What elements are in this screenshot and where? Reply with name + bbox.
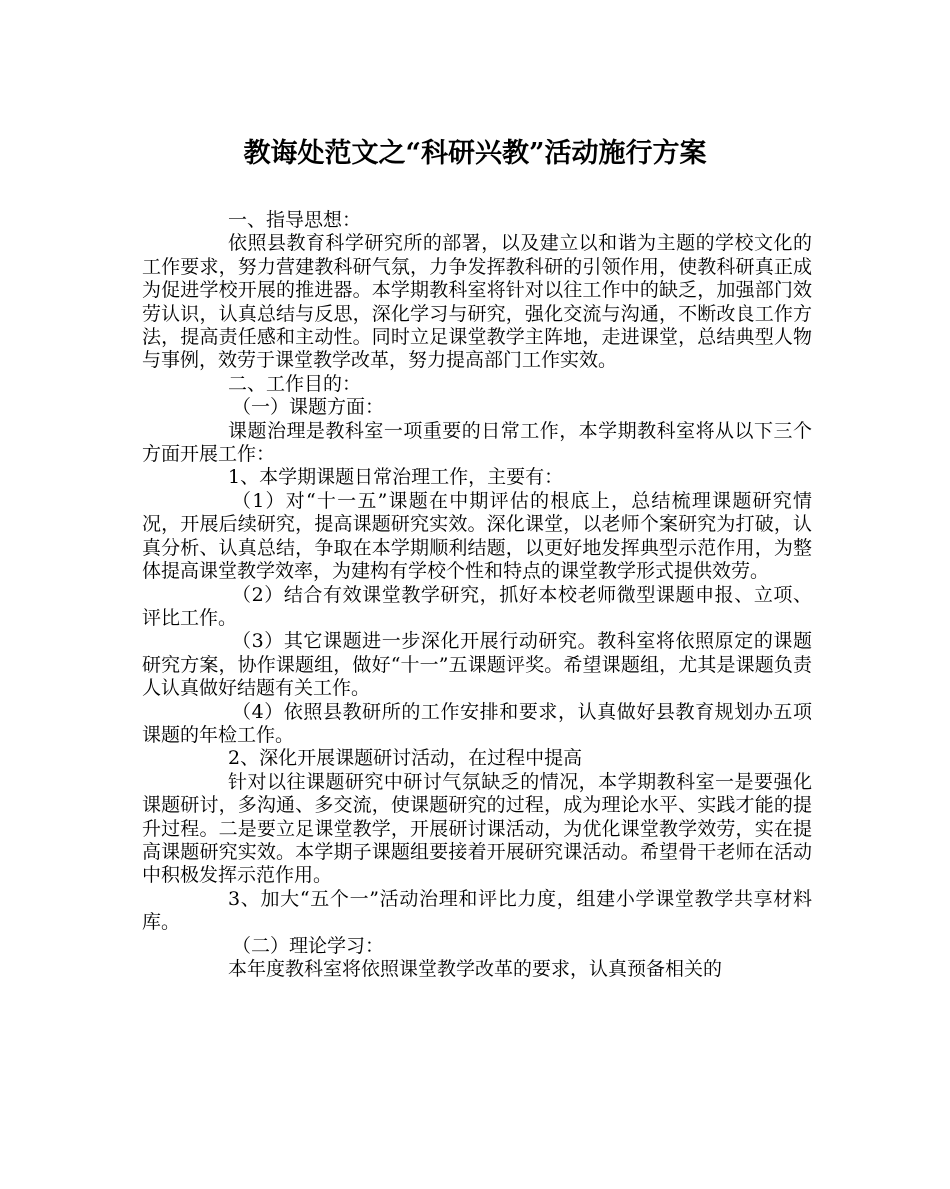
paragraph: 二、工作目的： bbox=[228, 372, 362, 395]
paragraph: 1、本学期课题日常治理工作，主要有： bbox=[228, 466, 564, 489]
paragraph: 一、指导思想： bbox=[228, 209, 362, 231]
paragraph: （1）对“十一五”课题在中期评估的根底上，总结梳理课题研究情况，开展后续研究，提高课题研究实效。深化课堂，以老师个案研究为打破，认真分析、认真总结，争取在本学期顺利结题，以更好地发挥典型示范作用，为整体提高课堂教学效率，为建构有学校个性和特点的课堂教学形式提供效劳。 bbox=[142, 489, 812, 583]
paragraph: （2）结合有效课堂教学研究，抓好本校老师微型课题申报、立项、评比工作。 bbox=[142, 583, 812, 629]
paragraph: 2、深化开展课题研讨活动，在过程中提高 bbox=[228, 747, 583, 770]
paragraph: （3）其它课题进一步深化开展行动研究。教科室将依照原定的课题研究方案，协作课题组，做好“十一”五课题评奖。希望课题组，尤其是课题负责人认真做好结题有关工作。 bbox=[142, 630, 812, 700]
paragraph: 课题治理是教科室一项重要的日常工作，本学期教科室将从以下三个方面开展工作： bbox=[142, 419, 812, 466]
paragraph: 本年度教科室将依照课堂教学改革的要求，认真预备相关的 bbox=[228, 958, 723, 980]
paragraph: （4）依照县教研所的工作安排和要求，认真做好县教育规划办五项课题的年检工作。 bbox=[142, 700, 812, 746]
paragraph: （一）课题方面： bbox=[232, 396, 385, 419]
paragraph: 针对以往课题研究中研讨气氛缺乏的情况，本学期教科室一是要强化课题研讨，多沟通、多交流，使课题研究的过程，成为理论水平、实践才能的提升过程。二是要立足课堂教学，开展研讨课活动，为优化课堂教学效劳，实在提高课题研究实效。本学期子课题组要接着开展研究课活动。希望骨干老师在活动中积极发挥示范作用。 bbox=[142, 770, 812, 887]
paragraph: （二）理论学习： bbox=[232, 934, 385, 957]
paragraph: 3、加大“五个一”活动治理和评比力度，组建小学课堂教学共享材料库。 bbox=[142, 887, 812, 934]
paragraph: 依照县教育科学研究所的部署，以及建立以和谐为主题的学校文化的工作要求，努力营建教科研气氛，力争发挥教科研的引领作用，使教科研真正成为促进学校开展的推进器。本学期教科室将针对以往工作中的缺乏，加强部门效劳认识，认真总结与反思，深化学习与研究，强化交流与沟通，不断改良工作方法，提高责任感和主动性。同时立足课堂教学主阵地，走进课堂，总结典型人物与事例，效劳于课堂教学改革，努力提高部门工作实效。 bbox=[142, 232, 812, 372]
document-body bbox=[142, 209, 812, 981]
document-title: 教诲处范文之“科研兴教”活动施行方案 bbox=[243, 138, 707, 169]
